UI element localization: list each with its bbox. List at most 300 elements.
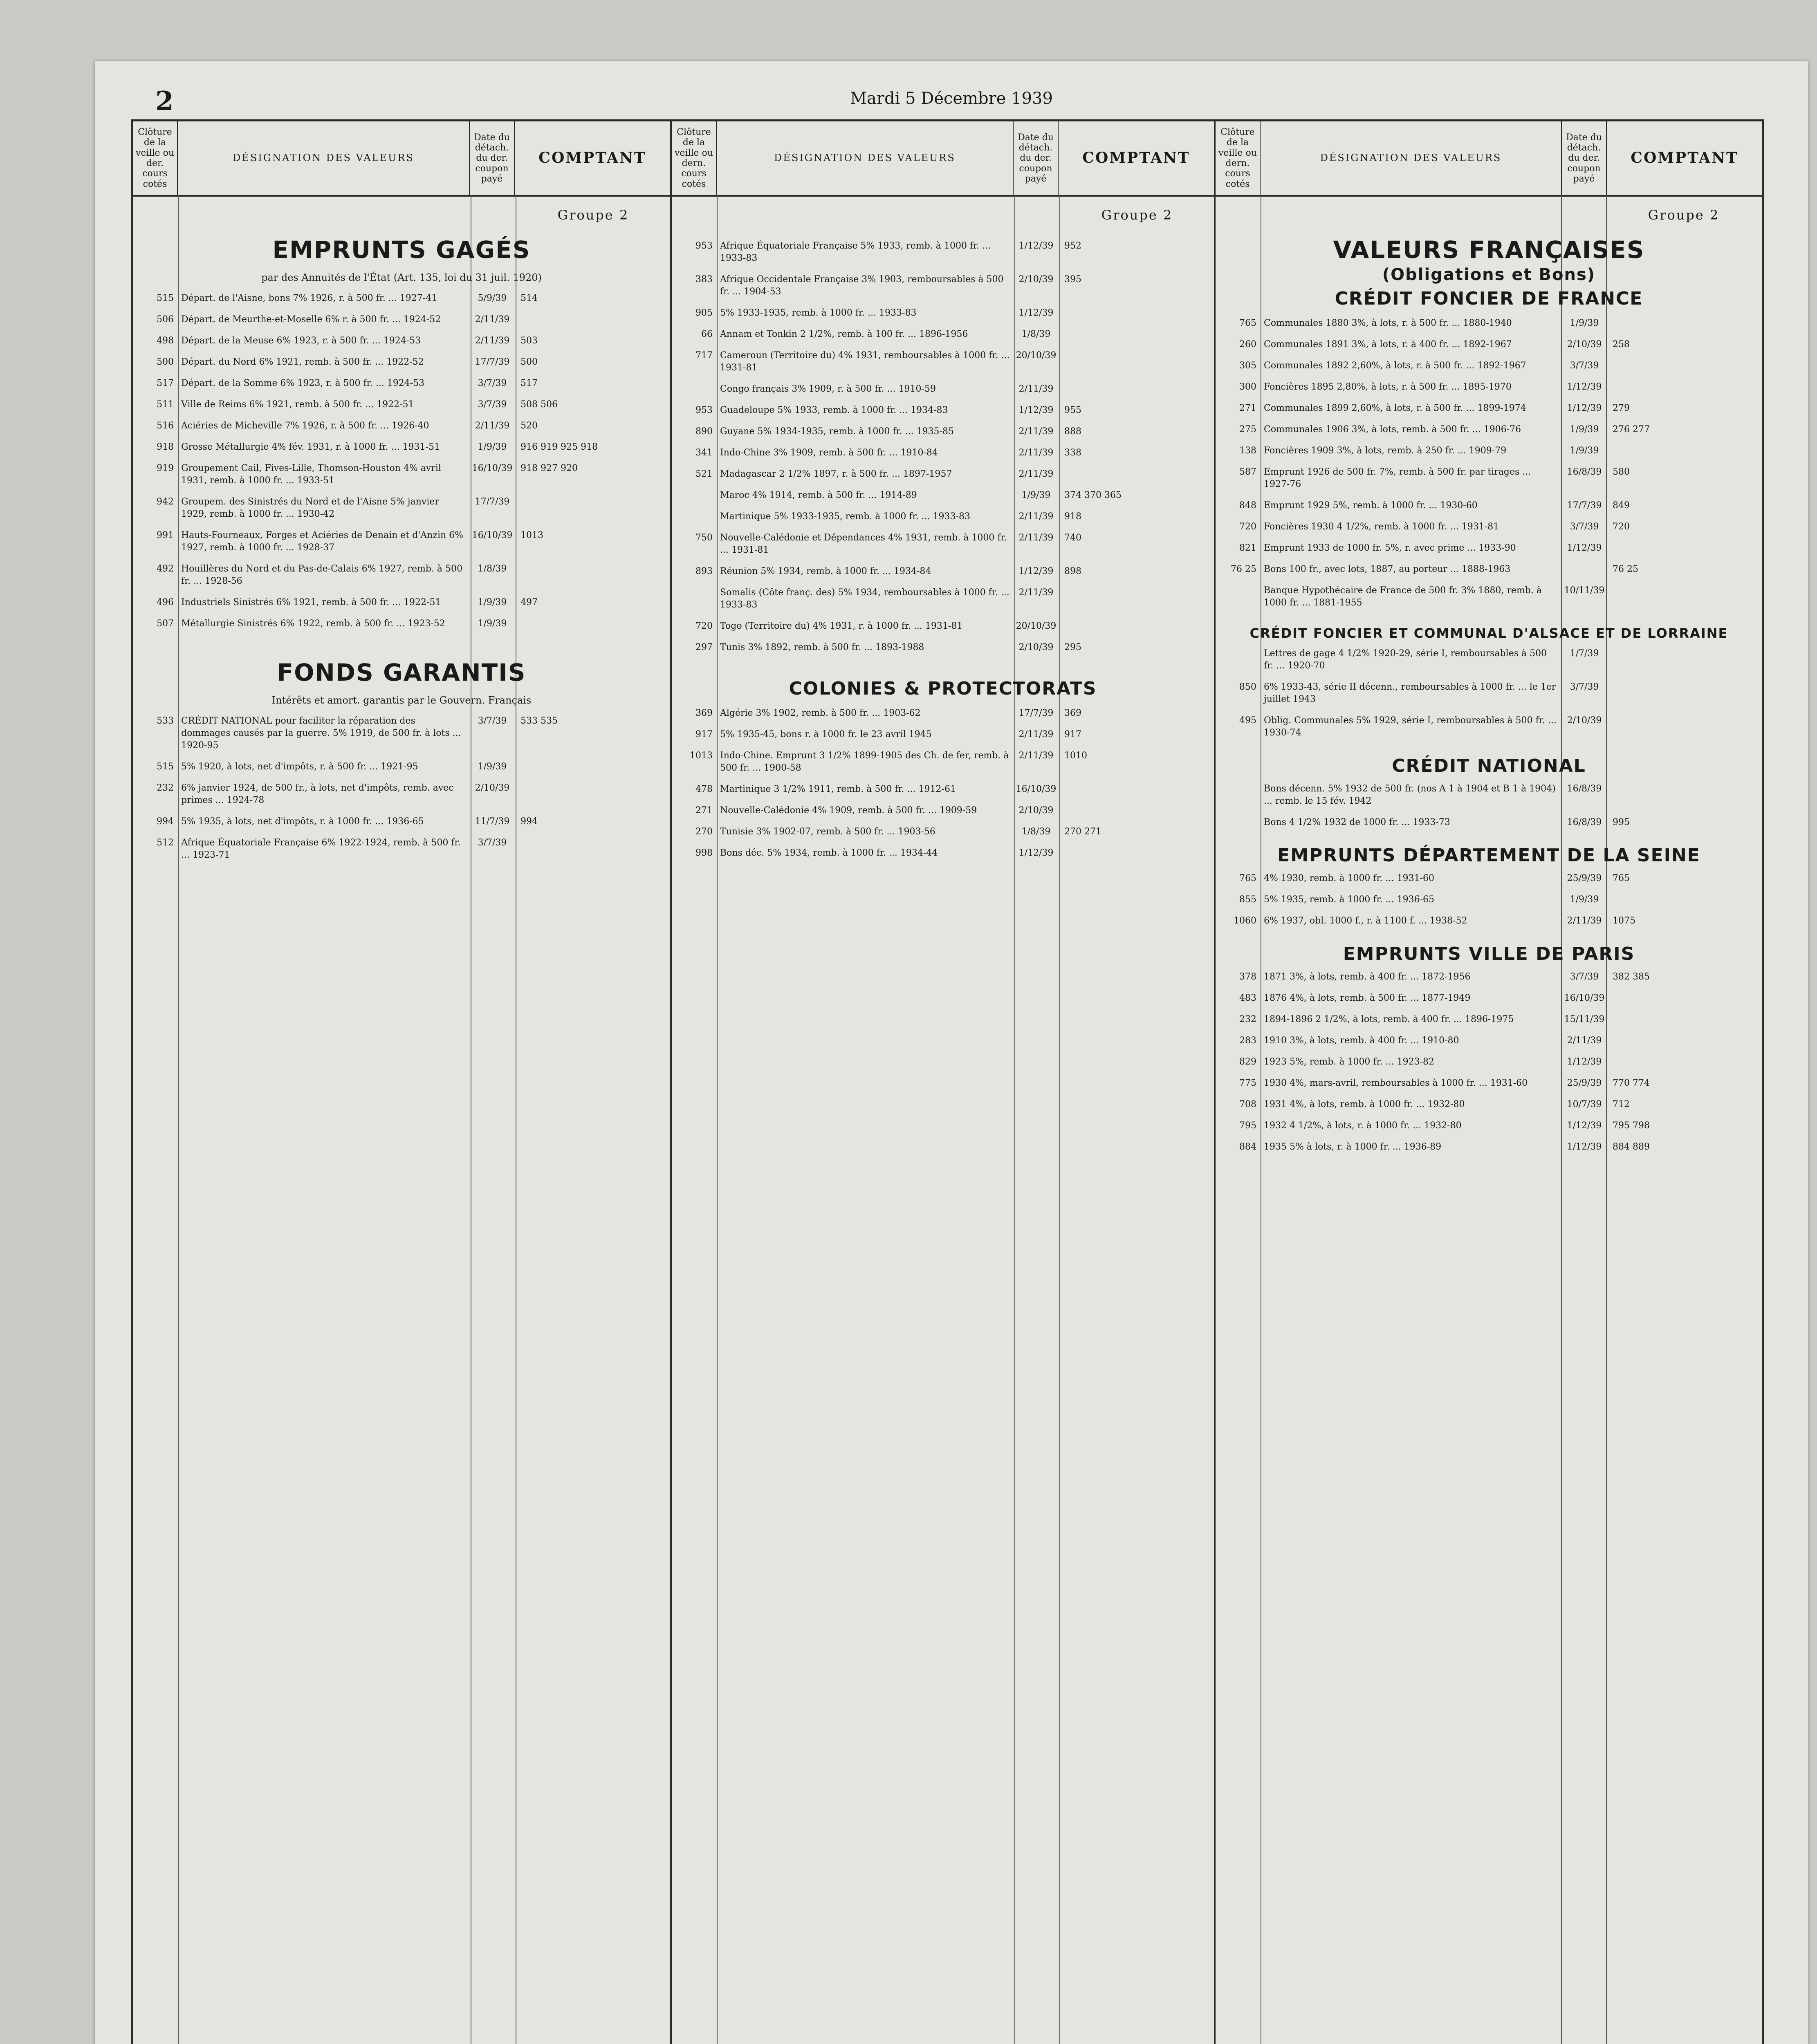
designation: Bons déc. 5% 1934, remb. à 1000 fr. ... 1934-44 <box>720 848 938 858</box>
coupon-date: 2/11/39 <box>1018 448 1054 458</box>
section-heading: EMPRUNTS DÉPARTEMENT DE LA SEINE <box>1277 845 1700 866</box>
listing-row <box>672 328 1214 341</box>
comptant-price: 369 <box>1064 708 1081 718</box>
listing-row <box>672 489 1214 502</box>
prev-close: 300 <box>1239 382 1256 392</box>
prev-close <box>1216 648 1261 672</box>
designation: 1910 3%, à lots, remb. à 400 fr. ... 1910-80 <box>1264 1035 1459 1046</box>
column-block-2 <box>672 121 1216 2044</box>
coupon-date: 3/7/39 <box>478 716 507 726</box>
coupon-date: 2/11/39 <box>1567 916 1602 926</box>
prev-close: 521 <box>695 469 713 479</box>
prev-close: 478 <box>695 784 713 794</box>
comptant-price <box>1607 681 1762 706</box>
designation: Départ. de Meurthe-et-Moselle 6% r. à 500 fr. ... 1924-52 <box>181 314 441 325</box>
comptant-price: 279 <box>1613 403 1630 413</box>
prev-close <box>672 587 717 611</box>
prev-close: 953 <box>695 405 713 415</box>
listing-row <box>133 816 670 828</box>
prev-close: 516 <box>157 421 174 431</box>
designation: 6% 1933-43, série II décenn., remboursables à 1000 fr. ... le 1er juillet 1943 <box>1264 682 1556 704</box>
comptant-price <box>515 618 670 630</box>
coupon-date: 2/11/39 <box>1018 426 1054 437</box>
designation: 1935 5% à lots, r. à 1000 fr. ... 1936-89 <box>1264 1142 1442 1152</box>
coupon-date: 1/9/39 <box>478 597 507 607</box>
listing-row <box>672 587 1214 611</box>
prev-close: 271 <box>695 805 713 816</box>
listing-row <box>1216 317 1762 329</box>
designation: Métallurgie Sinistrés 6% 1922, remb. à 500 fr. ... 1923-52 <box>181 619 445 629</box>
group-label: Groupe 2 <box>1101 207 1173 223</box>
coupon-date: 15/11/39 <box>1564 1014 1605 1024</box>
comptant-price: 995 <box>1613 817 1630 827</box>
listing-row <box>672 565 1214 578</box>
prev-close: 232 <box>157 783 174 793</box>
listing-row <box>1216 424 1762 436</box>
coupon-date: 1/9/39 <box>478 442 507 452</box>
comptant-price <box>1059 620 1214 632</box>
designation: Afrique Équatoriale Française 6% 1922-1924, remb. à 500 fr. ... 1923-71 <box>181 838 461 860</box>
coupon-date: 1/12/39 <box>1018 241 1054 251</box>
listing-row <box>1216 1056 1762 1068</box>
designation: Houillères du Nord et du Pas-de-Calais 6% 1927, remb. à 500 fr. ... 1928-56 <box>181 564 463 586</box>
listing-rows <box>1216 872 1762 927</box>
listing-row <box>1216 381 1762 393</box>
newspaper-page <box>95 61 1808 2044</box>
designation: Communales 1891 3%, à lots, r. à 400 fr. ... 1892-1967 <box>1264 339 1512 350</box>
designation: 5% 1933-1935, remb. à 1000 fr. ... 1933-83 <box>720 308 917 318</box>
prev-close: 369 <box>695 708 713 718</box>
comptant-price <box>515 563 670 587</box>
prev-close: 1013 <box>690 751 713 761</box>
designation: Congo français 3% 1909, r. à 500 fr. ... 1910-59 <box>720 384 936 394</box>
designation: Communales 1906 3%, à lots, remb. à 500 fr. ... 1906-76 <box>1264 424 1521 435</box>
prev-close: 795 <box>1239 1121 1256 1131</box>
coupon-date: 2/10/39 <box>1018 805 1054 816</box>
comptant-price <box>1607 1035 1762 1047</box>
coupon-date: 2/10/39 <box>1018 274 1054 285</box>
prev-close: 829 <box>1239 1057 1256 1067</box>
comptant-price: 1010 <box>1064 751 1087 761</box>
coupon-date: 1/12/39 <box>1567 382 1602 392</box>
listing-row <box>672 641 1214 654</box>
coupon-date: 2/10/39 <box>475 783 510 793</box>
header-coupon-date: Date du détach. du der. coupon payé <box>1562 121 1607 195</box>
comptant-price: 382 385 <box>1613 972 1650 982</box>
header-prev-close: Clôture de la veille ou dern. cours cotés <box>1216 121 1261 195</box>
comptant-price: 338 <box>1064 448 1081 458</box>
coupon-date: 2/11/39 <box>1018 729 1054 740</box>
coupon-date <box>1562 563 1607 576</box>
comptant-price <box>1607 317 1762 329</box>
prev-close: 720 <box>1239 522 1256 532</box>
coupon-date: 20/10/39 <box>1016 621 1057 631</box>
listing-row <box>133 782 670 807</box>
prev-close: 271 <box>1239 403 1256 413</box>
column-content <box>672 240 1214 2044</box>
comptant-price: 884 889 <box>1613 1142 1650 1152</box>
comptant-price <box>1059 307 1214 319</box>
designation: Lettres de gage 4 1/2% 1920-29, série I, remboursables à 500 fr. ... 1920-70 <box>1264 648 1547 671</box>
comptant-price: 916 919 925 918 <box>520 442 598 452</box>
coupon-date: 1/9/39 <box>1021 490 1051 500</box>
coupon-date: 2/11/39 <box>1018 533 1054 543</box>
prev-close: 998 <box>695 848 713 858</box>
comptant-price <box>1607 585 1762 609</box>
designation: Départ. de la Meuse 6% 1923, r. à 500 fr. ... 1924-53 <box>181 336 421 346</box>
listing-row <box>1216 563 1762 576</box>
prev-close: 492 <box>157 564 174 574</box>
coupon-date: 1/9/39 <box>1570 894 1599 905</box>
designation: Foncières 1909 3%, à lots, remb. à 250 fr. ... 1909-79 <box>1264 446 1507 456</box>
header-coupon-date: Date du détach. du der. coupon payé <box>1014 121 1059 195</box>
listing-row <box>672 707 1214 719</box>
comptant-price: 500 <box>520 357 538 367</box>
coupon-date: 1/9/39 <box>478 619 507 629</box>
comptant-price: 770 774 <box>1613 1078 1650 1088</box>
coupon-date: 25/9/39 <box>1567 873 1602 883</box>
coupon-date: 10/11/39 <box>1564 585 1605 596</box>
coupon-date: 16/8/39 <box>1567 784 1602 794</box>
prev-close: 515 <box>157 762 174 772</box>
designation: Annam et Tonkin 2 1/2%, remb. à 100 fr. ... 1896-1956 <box>720 329 968 339</box>
comptant-price: 918 <box>1064 511 1081 522</box>
comptant-price: 520 <box>520 421 538 431</box>
prev-close: 884 <box>1239 1142 1256 1152</box>
prev-close: 893 <box>695 566 713 576</box>
comptant-price: 258 <box>1613 339 1630 350</box>
coupon-date: 2/10/39 <box>1018 642 1054 652</box>
comptant-price <box>1059 350 1214 374</box>
listing-row <box>133 314 670 326</box>
comptant-price: 720 <box>1613 522 1630 532</box>
prev-close: 720 <box>695 621 713 631</box>
designation: Cameroun (Territoire du) 4% 1931, remboursables à 1000 fr. ... 1931-81 <box>720 350 1010 373</box>
comptant-price <box>1607 992 1762 1004</box>
listing-row <box>1216 445 1762 457</box>
comptant-price: 508 506 <box>520 399 558 410</box>
prev-close: 765 <box>1239 873 1256 883</box>
designation: 1930 4%, mars-avril, remboursables à 1000 fr. ... 1931-60 <box>1264 1078 1528 1088</box>
header-designation: DÉSIGNATION DES VALEURS <box>1261 121 1562 195</box>
coupon-date: 16/8/39 <box>1567 467 1602 477</box>
listing-row <box>1216 681 1762 706</box>
column-header <box>1216 121 1762 197</box>
coupon-date: 16/10/39 <box>472 463 513 473</box>
designation: Tunisie 3% 1902-07, remb. à 500 fr. ... 1903-56 <box>720 827 935 837</box>
coupon-date: 2/11/39 <box>1018 384 1054 394</box>
prev-close: 587 <box>1239 467 1256 477</box>
designation: Bons 4 1/2% 1932 de 1000 fr. ... 1933-73 <box>1264 817 1450 827</box>
prev-close: 775 <box>1239 1078 1256 1088</box>
prev-close: 850 <box>1239 682 1256 692</box>
coupon-date: 3/7/39 <box>478 378 507 388</box>
comptant-price <box>1059 383 1214 395</box>
comptant-price: 1013 <box>520 530 543 540</box>
comptant-price <box>1059 783 1214 796</box>
comptant-price: 795 798 <box>1613 1121 1650 1131</box>
coupon-date: 3/7/39 <box>1570 972 1599 982</box>
prev-close: 275 <box>1239 424 1256 435</box>
comptant-price <box>515 837 670 861</box>
designation: Départ. du Nord 6% 1921, remb. à 500 fr. ... 1922-52 <box>181 357 424 367</box>
comptant-price <box>515 761 670 773</box>
listing-rows <box>133 292 670 630</box>
listing-row <box>1216 992 1762 1004</box>
prev-close: 1060 <box>1234 916 1256 926</box>
listing-row <box>1216 521 1762 533</box>
prev-close: 750 <box>695 533 713 543</box>
comptant-price <box>1059 328 1214 341</box>
header-designation: DÉSIGNATION DES VALEURS <box>717 121 1014 195</box>
coupon-date: 1/12/39 <box>1018 848 1054 858</box>
comptant-price <box>515 314 670 326</box>
listing-row <box>1216 1013 1762 1026</box>
prev-close: 994 <box>157 816 174 827</box>
prev-close: 232 <box>1239 1014 1256 1024</box>
comptant-price: 517 <box>520 378 538 388</box>
listing-row <box>1216 585 1762 609</box>
comptant-price: 918 927 920 <box>520 463 578 473</box>
listing-row <box>133 529 670 554</box>
comptant-price: 955 <box>1064 405 1081 415</box>
listing-row <box>672 350 1214 374</box>
coupon-date: 17/7/39 <box>475 357 510 367</box>
coupon-date: 1/12/39 <box>1018 308 1054 318</box>
designation: 1931 4%, à lots, remb. à 1000 fr. ... 1932-80 <box>1264 1099 1465 1109</box>
prev-close: 500 <box>157 357 174 367</box>
listing-row <box>133 837 670 861</box>
comptant-price: 1075 <box>1613 916 1635 926</box>
comptant-price <box>1607 715 1762 739</box>
coupon-date: 1/8/39 <box>1021 827 1051 837</box>
designation: 1923 5%, remb. à 1000 fr. ... 1923-82 <box>1264 1057 1435 1067</box>
coupon-date: 3/7/39 <box>1570 522 1599 532</box>
listing-row <box>672 404 1214 417</box>
prev-close: 533 <box>157 716 174 726</box>
listing-row <box>672 511 1214 523</box>
designation: 1876 4%, à lots, remb. à 500 fr. ... 1877-1949 <box>1264 993 1471 1003</box>
designation: Indo-Chine. Emprunt 3 1/2% 1899-1905 des Ch. de fer, remb. à 500 fr. ... 1900-58 <box>720 751 1009 773</box>
listing-row <box>672 750 1214 774</box>
prev-close: 378 <box>1239 972 1256 982</box>
listing-row <box>1216 1035 1762 1047</box>
listing-row <box>672 468 1214 480</box>
listing-row <box>1216 402 1762 415</box>
prev-close: 506 <box>157 314 174 325</box>
comptant-price <box>1607 381 1762 393</box>
section-heading: CRÉDIT FONCIER ET COMMUNAL D'ALSACE ET DE LORRAINE <box>1249 625 1728 641</box>
listing-frame <box>131 119 1764 2044</box>
listing-row <box>133 618 670 630</box>
page-date: Mardi 5 Décembre 1939 <box>850 89 1053 108</box>
section-heading: VALEURS FRANÇAISES <box>1333 236 1645 264</box>
coupon-date: 5/9/39 <box>478 293 507 303</box>
header-prev-close: Clôture de la veille ou der. cours cotés <box>133 121 178 195</box>
designation: Foncières 1930 4 1/2%, remb. à 1000 fr. ... 1931-81 <box>1264 522 1499 532</box>
prev-close: 515 <box>157 293 174 303</box>
coupon-date: 17/7/39 <box>1567 500 1602 511</box>
designation: Maroc 4% 1914, remb. à 500 fr. ... 1914-89 <box>720 490 917 500</box>
section-subheading: par des Annuités de l'État (Art. 135, loi du 31 juil. 1920) <box>261 272 542 283</box>
comptant-price <box>1607 360 1762 372</box>
listing-row <box>133 596 670 609</box>
coupon-date: 1/9/39 <box>1570 318 1599 328</box>
designation: Foncières 1895 2,80%, à lots, r. à 500 fr. ... 1895-1970 <box>1264 382 1512 392</box>
prev-close: 138 <box>1239 446 1256 456</box>
coupon-date: 2/10/39 <box>1567 339 1602 350</box>
prev-close: 942 <box>157 497 174 507</box>
prev-close: 341 <box>695 448 713 458</box>
designation: Martinique 3 1/2% 1911, remb. à 500 fr. ... 1912-61 <box>720 784 956 794</box>
section-heading: EMPRUNTS GAGÉS <box>272 236 531 264</box>
listing-row <box>672 728 1214 741</box>
section-subheading: (Obligations et Bons) <box>1382 265 1596 284</box>
designation: Emprunt 1926 de 500 fr. 7%, remb. à 500 fr. par tirages ... 1927-76 <box>1264 467 1531 489</box>
prev-close: 517 <box>157 378 174 388</box>
designation: Aciéries de Micheville 7% 1926, r. à 500 fr. ... 1926-40 <box>181 421 429 431</box>
group-label: Groupe 2 <box>557 207 629 223</box>
listing-row <box>672 826 1214 838</box>
coupon-date: 3/7/39 <box>1570 682 1599 692</box>
coupon-date: 10/7/39 <box>1567 1099 1602 1109</box>
prev-close: 297 <box>695 642 713 652</box>
prev-close <box>1216 816 1261 829</box>
comptant-price <box>1607 1056 1762 1068</box>
designation: 6% 1937, obl. 1000 f., r. à 1100 f. ... 1938-52 <box>1264 916 1467 926</box>
comptant-price: 514 <box>520 293 538 303</box>
header-designation: DÉSIGNATION DES VALEURS <box>178 121 470 195</box>
comptant-price: 503 <box>520 336 538 346</box>
comptant-price: 295 <box>1064 642 1081 652</box>
designation: 5% 1920, à lots, net d'impôts, r. à 500 fr. ... 1921-95 <box>181 762 418 772</box>
listing-row <box>672 783 1214 796</box>
designation: Départ. de l'Aisne, bons 7% 1926, r. à 500 fr. ... 1927-41 <box>181 293 437 303</box>
listing-rows <box>1216 317 1762 609</box>
comptant-price: 740 <box>1064 533 1081 543</box>
listing-row <box>133 420 670 432</box>
coupon-date: 20/10/39 <box>1016 350 1057 361</box>
prev-close: 905 <box>695 308 713 318</box>
designation: Communales 1899 2,60%, à lots, r. à 500 fr. ... 1899-1974 <box>1264 403 1526 413</box>
designation: 1871 3%, à lots, remb. à 400 fr. ... 1872-1956 <box>1264 972 1471 982</box>
prev-close: 512 <box>157 838 174 848</box>
listing-row <box>672 847 1214 859</box>
listing-row <box>133 496 670 520</box>
comptant-price: 994 <box>520 816 538 827</box>
listing-row <box>1216 500 1762 512</box>
prev-close: 765 <box>1239 318 1256 328</box>
designation: Martinique 5% 1933-1935, remb. à 1000 fr. ... 1933-83 <box>720 511 970 522</box>
listing-row <box>672 383 1214 395</box>
designation: Industriels Sinistrés 6% 1921, remb. à 500 fr. ... 1922-51 <box>181 597 441 607</box>
prev-close: 511 <box>157 399 174 410</box>
comptant-price <box>1059 847 1214 859</box>
designation: 5% 1935-45, bons r. à 1000 fr. le 23 avril 1945 <box>720 729 932 740</box>
coupon-date: 1/12/39 <box>1567 1057 1602 1067</box>
listing-row <box>133 356 670 368</box>
group-label: Groupe 2 <box>1648 207 1720 223</box>
comptant-price: 712 <box>1613 1099 1630 1109</box>
listing-row <box>672 620 1214 632</box>
designation: Algérie 3% 1902, remb. à 500 fr. ... 1903-62 <box>720 708 921 718</box>
comptant-price <box>1607 542 1762 554</box>
header-comptant: COMPTANT <box>1631 149 1738 167</box>
column-header <box>672 121 1214 197</box>
designation: Groupement Cail, Fives-Lille, Thomson-Houston 4% avril 1931, remb. à 1000 fr. ... 1933-51 <box>181 463 441 486</box>
designation: Madagascar 2 1/2% 1897, r. à 500 fr. ... 1897-1957 <box>720 469 952 479</box>
designation: Emprunt 1933 de 1000 fr. 5%, r. avec prime ... 1933-90 <box>1264 543 1516 553</box>
section-heading: EMPRUNTS VILLE DE PARIS <box>1343 944 1635 964</box>
coupon-date: 1/12/39 <box>1567 403 1602 413</box>
designation: Nouvelle-Calédonie 4% 1909, remb. à 500 fr. ... 1909-59 <box>720 805 977 816</box>
coupon-date: 16/8/39 <box>1567 817 1602 827</box>
coupon-date: 1/8/39 <box>478 564 507 574</box>
comptant-price: 76 25 <box>1613 564 1638 574</box>
comptant-price <box>1607 648 1762 672</box>
designation: 6% janvier 1924, de 500 fr., à lots, net d'impôts, remb. avec primes ... 1924-78 <box>181 783 454 805</box>
listing-rows <box>672 707 1214 859</box>
header-comptant: COMPTANT <box>1082 149 1190 167</box>
designation: Afrique Occidentale Française 3% 1903, remboursables à 500 fr. ... 1904-53 <box>720 274 1004 297</box>
comptant-price: 849 <box>1613 500 1630 511</box>
column-content <box>1216 220 1762 2044</box>
listing-row <box>1216 1077 1762 1089</box>
coupon-date: 1/12/39 <box>1567 543 1602 553</box>
listing-row <box>1216 1141 1762 1153</box>
prev-close: 848 <box>1239 500 1256 511</box>
listing-row <box>1216 816 1762 829</box>
prev-close: 76 25 <box>1231 564 1256 574</box>
comptant-price <box>1607 783 1762 807</box>
designation: Togo (Territoire du) 4% 1931, r. à 1000 fr. ... 1931-81 <box>720 621 963 631</box>
comptant-price: 533 535 <box>520 716 558 726</box>
prev-close: 498 <box>157 336 174 346</box>
designation: Groupem. des Sinistrés du Nord et de l'Aisne 5% janvier 1929, remb. à 1000 fr. ... 1930-42 <box>181 497 439 519</box>
listing-row <box>1216 466 1762 491</box>
prev-close: 919 <box>157 463 174 473</box>
section-heading: COLONIES & PROTECTORATS <box>789 678 1097 699</box>
coupon-date: 1/7/39 <box>1570 648 1599 659</box>
designation: Indo-Chine 3% 1909, remb. à 500 fr. ... 1910-84 <box>720 448 938 458</box>
comptant-price: 374 370 365 <box>1064 490 1122 500</box>
comptant-price: 276 277 <box>1613 424 1650 435</box>
header-comptant: COMPTANT <box>538 149 646 167</box>
coupon-date: 1/9/39 <box>478 762 507 772</box>
header-prev-close: Clôture de la veille ou dern. cours cotés <box>672 121 717 195</box>
designation: Tunis 3% 1892, remb. à 500 fr. ... 1893-1988 <box>720 642 924 652</box>
listing-row <box>1216 648 1762 672</box>
prev-close: 496 <box>157 597 174 607</box>
listing-row <box>672 805 1214 817</box>
prev-close <box>1216 783 1261 807</box>
section-heading: CRÉDIT FONCIER DE FRANCE <box>1335 288 1643 309</box>
coupon-date: 16/10/39 <box>472 530 513 540</box>
prev-close: 708 <box>1239 1099 1256 1109</box>
coupon-date: 2/11/39 <box>1018 751 1054 761</box>
comptant-price: 952 <box>1064 241 1081 251</box>
listing-row <box>133 462 670 487</box>
coupon-date: 25/9/39 <box>1567 1078 1602 1088</box>
listing-rows <box>672 240 1214 654</box>
designation: 1894-1896 2 1/2%, à lots, remb. à 400 fr. ... 1896-1975 <box>1264 1014 1514 1024</box>
listing-row <box>1216 715 1762 739</box>
prev-close: 66 <box>701 329 713 339</box>
designation: Ville de Reims 6% 1921, remb. à 500 fr. ... 1922-51 <box>181 399 414 410</box>
column-block-1 <box>133 121 672 2044</box>
coupon-date: 2/11/39 <box>475 421 510 431</box>
listing-row <box>1216 971 1762 983</box>
